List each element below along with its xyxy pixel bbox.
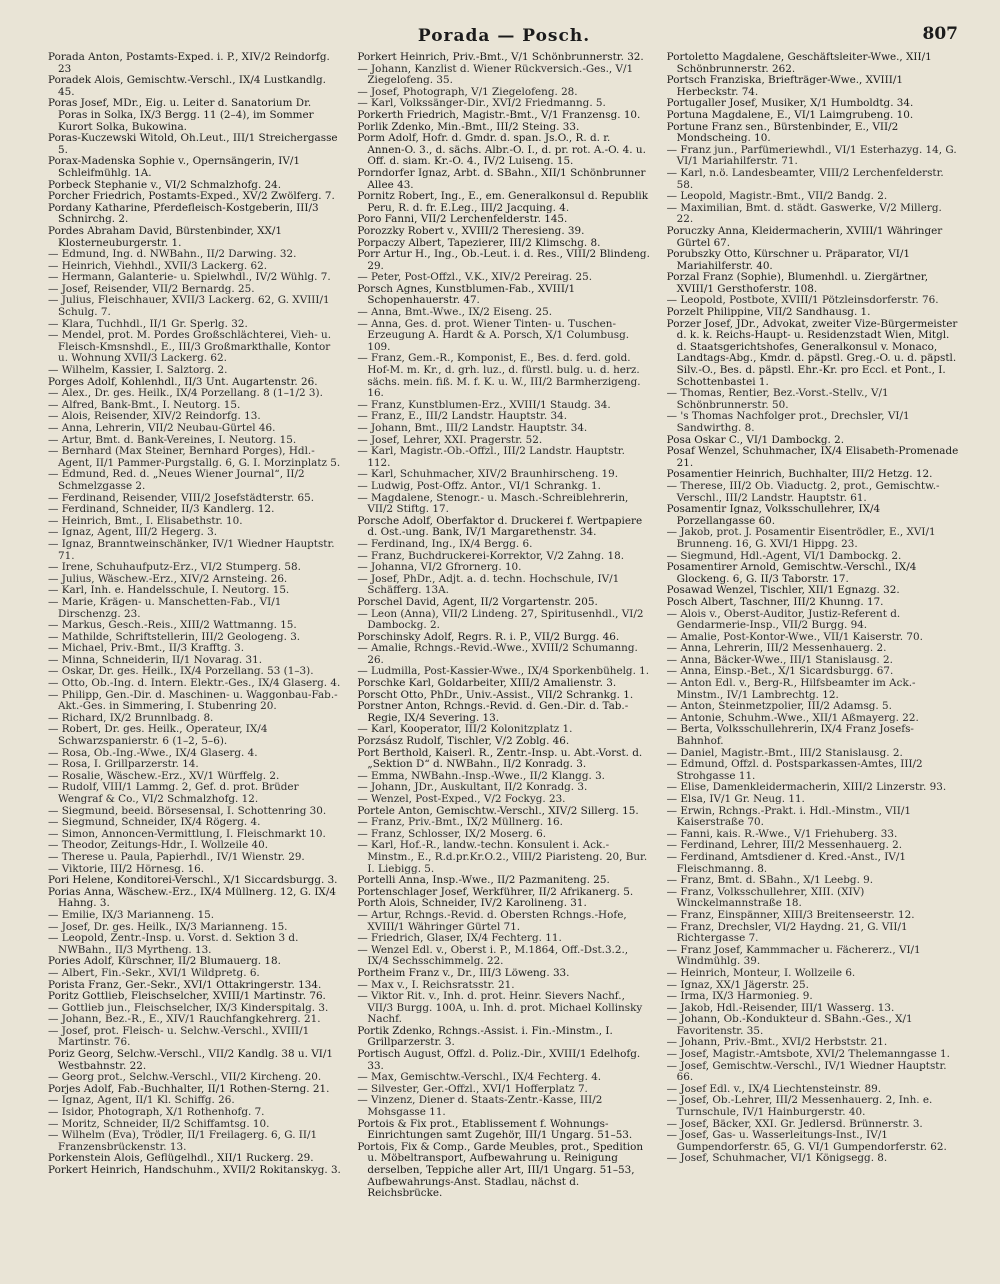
directory-entry: Portois, Fix & Comp., Garde Meubles, prot., Spedition u. Möbeltransport, Aufbewahrung u. Reinigung derselben, Teppiche aller Art, III/1 Ungarg. 51–53, Aufbewahrungs-Anst. Stadlau, nächst d. Reichsbrücke. (357, 1140, 644, 1200)
directory-entry: Porth Alois, Schneider, IV/2 Karolineng. 31. (357, 897, 587, 910)
directory-entry: — Franz Josef, Kammmacher u. Fächererz., VI/1 Windmühlg. 39. (666, 943, 921, 968)
directory-entry: — Therese u. Paula, Papierhdl., IV/1 Wienstr. 29. (48, 850, 305, 863)
directory-entry: Porada Anton, Postamts-Exped. i. P., XIV/2 Reindorfg. 23 (48, 52, 330, 75)
directory-entry: — Johann, Priv.-Bmt., XVI/2 Herbststr. 21. (666, 1036, 888, 1049)
directory-entry: Portele Anton, Gemischtw.-Verschl., XIV/2 Sillerg. 15. (357, 804, 639, 817)
directory-entry: — Julius, Fleischhauer, XVII/3 Lackerg. 62, G. XVIII/1 Schulg. 7. (48, 294, 330, 319)
directory-entry: Poriz Georg, Selchw.-Verschl., VII/2 Kandlg. 38 u. VI/1 Westbahnstr. 22. (48, 1048, 333, 1072)
directory-entry: Porr Artur H., Ing., Ob.-Leut. i. d. Res., VIII/2 Blindeng. 29. (357, 248, 650, 272)
directory-entry: — Elsa, IV/1 Gr. Neug. 11. (666, 793, 805, 805)
directory-entry: — Alois, Reisender, XIV/2 Reindorfg. 13. (48, 410, 261, 423)
directory-entry: — Alfred, Bank-Bmt., I. Neutorg. 15. (48, 398, 241, 411)
directory-entry: — Franz, Kunstblumen-Erz., XVIII/1 Staudg. 34. (357, 398, 611, 411)
directory-entry: — Josef, Bäcker, XXI. Gr. Jedlersd. Brünnerstr. 3. (666, 1117, 923, 1130)
directory-entry: Poro Fanni, VII/2 Lerchenfelderstr. 145. (357, 213, 568, 226)
directory-entry: Posch Albert, Taschner, III/2 Khunng. 17. (666, 595, 884, 608)
directory-entry: — Ferdinand, Lehrer, III/2 Messenhauerg. 2. (666, 839, 903, 852)
directory-entry: — Richard, IX/2 Brunnlbadg. 8. (48, 711, 214, 724)
directory-entry: Poruczky Anna, Kleidermacherin, XVIII/1 Währinger Gürtel 67. (666, 224, 943, 249)
directory-entry: — Anna, Ges. d. prot. Wiener Tinten- u. Tuschen-Erzeugung A. Hardt & A. Porsch, X/1 Columbusg. 109. (357, 317, 630, 353)
directory-entry: — Franz, Buchdruckerei-Korrektor, V/2 Zahng. 18. (357, 549, 625, 562)
directory-entry: — Alex., Dr. ges. Heilk., IX/4 Porzellang. 8 (1–1/2 3). (48, 387, 323, 400)
directory-entry: — Rosa, I. Grillparzerstr. 14. (48, 758, 199, 771)
directory-entry: Portoletto Magdalene, Geschäftsleiter-Wwe., XII/1 Schönbrunnerstr. 262. (666, 52, 932, 75)
directory-entry: Poradek Alois, Gemischtw.-Verschl., IX/4 Lustkandlg. 45. (48, 74, 326, 98)
directory-entry: — Daniel, Magistr.-Bmt., III/2 Stanislausg. 2. (666, 746, 903, 759)
directory-entry: Poras-Kuczewski Witold, Oh.Leut., III/1 Streichergasse 5. (48, 132, 338, 156)
directory-entry: — Ignaz, XX/1 Jägerstr. 25. (666, 978, 809, 991)
directory-entry: — Oskar, Dr. ges. Heilk., IX/4 Porzellang. 53 (1–3). (48, 665, 314, 678)
directory-entry: Porstner Anton, Rchngs.-Revid. d. Gen.-Dir. d. Tab.-Regie, IX/4 Severing. 13. (357, 700, 629, 724)
directory-entry: — Josef, Gemischtw.-Verschl., IV/1 Wiedner Hauptstr. 66. (666, 1059, 947, 1084)
directory-entry: — Emma, NWBahn.-Insp.-Wwe., II/2 Klangg. 3. (357, 769, 605, 782)
directory-entry: — Wenzel Edl. v., Oberst i. P., M.1864, Off.-Dst.3.2., IX/4 Sechsschimmelg. 22. (357, 943, 629, 968)
directory-entry: — Michael, Priv.-Bmt., II/3 Krafftg. 3. (48, 642, 245, 655)
directory-entry: — Irene, Schuhaufputz-Erz., VI/2 Stumperg. 58. (48, 561, 301, 574)
directory-entry: — Karl, Inh. e. Handelsschule, I. Neutorg. 15. (48, 584, 290, 597)
directory-entry: Porzer Josef, JDr., Advokat, zweiter Vize-Bürgermeister d. k. k. Reichs-Haupt- u. Residenzstadt Wien, Mitgl. d. Staatsgerichtshofes, Generalkonsul v. Monaco, Landtags-Abg., Kmdr. d. päpstl. Greg.-O. u. d. päpstl. Silv.-O., Bes. d. päpstl. Ehr.-Kr. pro Eccl. et Pont., I. Schottenbastei 1. (666, 317, 958, 388)
directory-entry: — Josef, PhDr., Adjt. a. d. techn. Hochschule, IV/1 Schäfferg. 13A. (357, 572, 620, 597)
directory-entry: Porsch Agnes, Kunstblumen-Fab., XVIII/1 Schopenhauerstr. 47. (357, 282, 576, 307)
directory-entry: Poras Josef, MDr., Eig. u. Leiter d. Sanatorium Dr. Poras in Solka, IX/3 Bergg. 11 (2–4), im Sommer Kurort Solka, Bukowina. (48, 97, 314, 133)
directory-entry: Porges Adolf, Kohlenhdl., II/3 Unt. Augartenstr. 26. (48, 375, 318, 388)
directory-entry: — Ignaz, Agent, II/1 Kl. Schiffg. 26. (48, 1094, 235, 1107)
directory-entry: — Josef, Schuhmacher, VI/1 Königsegg. 8. (666, 1152, 888, 1165)
directory-entry: — Artur, Rchngs.-Revid. d. Obersten Rchngs.-Hofe, XVIII/1 Währinger Gürtel 71. (357, 908, 627, 933)
directory-entry: — Anton Edl. v., Berg-R., Hilfsbeamter im Ack.-Minstm., IV/1 Lambrechtg. 12. (666, 677, 916, 701)
directory-entry: Portheim Franz v., Dr., III/3 Löweng. 33. (357, 966, 570, 979)
directory-entry: — Albert, Fin.-Sekr., XVI/1 Wildpretg. 6. (48, 966, 260, 979)
directory-entry: — Minna, Schneiderin, II/1 Novarag. 31. (48, 653, 263, 666)
directory-entry: — Ludmilla, Post-Kassier-Wwe., IX/4 Sporkenbühelg. 1. (357, 665, 650, 678)
directory-entry: — Mendel, prot. M. Pordes Großschlächterei, Vieh- u. Fleisch-Kmsnshdl., E., III/3 Großmarkthalle, Kontor u. Wohnung XVII/3 Lackerg. 62. (48, 329, 332, 365)
directory-entry: — Ignaz, Agent, III/2 Hegerg. 3. (48, 526, 218, 539)
directory-entry: — Franz, Gem.-R., Komponist, E., Bes. d. ferd. gold. Hof-M. m. Kr., d. grh. luz., d. fürstl. bulg. u. d. herz. sächs. mein. fiß. M. f. K. u. W., III/2 Barmherzigeng. 16. (357, 352, 641, 400)
directory-entry: — Franz jun., Parfümeriewhdl., VI/1 Esterhazyg. 14, G. VI/1 Mariahilferstr. 71. (666, 143, 957, 168)
directory-entry: — Heinrich, Bmt., I. Elisabethstr. 10. (48, 514, 243, 527)
directory-entry: — Leon (Anna), VII/2 Lindeng. 27, Spiritusenhdl., VI/2 Dambockg. 2. (357, 607, 644, 632)
directory-entry: Porkert Heinrich, Priv.-Bmt., V/1 Schönbrunnerstr. 32. (357, 52, 644, 63)
directory-entry: — Edmund, Offzl. d. Postsparkassen-Amtes, III/2 Strohgasse 11. (666, 758, 923, 782)
directory-entry: Portik Zdenko, Rchngs.-Assist. i. Fin.-Minstm., I. Grillparzerstr. 3. (357, 1024, 613, 1049)
directory-entry: Porkerth Friedrich, Magistr.-Bmt., V/1 Franzensg. 10. (357, 108, 641, 121)
directory-entry: — Josef, Photograph, V/1 Ziegelofeng. 28. (357, 85, 578, 98)
directory-entry: — Wilhelm, Kassier, I. Salztorg. 2. (48, 364, 228, 377)
directory-entry: Pordany Katharine, Pferdefleisch-Kostgeberin, III/3 Schnirchg. 2. (48, 201, 319, 226)
directory-entry: Portsch Franziska, Briefträger-Wwe., XVIII/1 Herbeckstr. 74. (666, 74, 903, 98)
column-2 (357, 52, 650, 1252)
directory-entry: — Erwin, Rchngs.-Prakt. i. Hdl.-Minstm., VII/1 Kaiserstraße 70. (666, 804, 911, 829)
directory-entry: Porkenstein Alois, Geflügelhdl., XII/1 Ruckerg. 29. (48, 1152, 314, 1165)
directory-entry: Pordes Abraham David, Bürstenbinder, XX/1 Klosterneuburgerstr. 1. (48, 224, 283, 249)
directory-entry: — Fanni, kais. R.-Wwe., V/1 Friehuberg. 33. (666, 827, 898, 840)
directory-entry: — Anna, Bäcker-Wwe., III/1 Stanislausg. 2. (666, 653, 893, 666)
directory-entry: — Johann, Kanzlist d. Wiener Rückversich.-Ges., V/1 Ziegelofeng. 35. (357, 62, 634, 87)
directory-entry: — Silvester, Ger.-Offzl., XVI/1 Hofferplatz 7. (357, 1082, 588, 1095)
directory-entry: — Elise, Damenkleidermacherin, XIII/2 Linzerstr. 93. (666, 781, 947, 794)
directory-entry: — Rudolf, VIII/1 Lammg. 2, Gef. d. prot. Brüder Wengraf & Co., VI/2 Schmalzhofg. 12. (48, 781, 299, 805)
directory-entry: Porcher Friedrich, Postamts-Exped., XV/2 Zwölferg. 7. (48, 190, 335, 203)
directory-entry: — Josef, Reisender, VII/2 Bernardg. 25. (48, 282, 255, 295)
directory-entry: Porschinsky Adolf, Regrs. R. i. P., VII/2 Burgg. 46. (357, 630, 620, 643)
directory-entry: — Max, Gemischtw.-Verschl., IX/4 Fechterg. 4. (357, 1071, 602, 1084)
directory-entry: — Anton, Steinmetzpolier, III/2 Adamsg. 5. (666, 700, 892, 713)
directory-entry: Posamentir Ignaz, Volksschullehrer, IX/4 Porzellangasse 60. (666, 503, 881, 527)
page-number: 807 (922, 24, 958, 44)
directory-entry: — Otto, Ob.-Ing. d. Intern. Elektr.-Ges., IX/4 Glaserg. 4. (48, 677, 341, 690)
directory-entry: — Wilhelm (Eva), Trödler, II/1 Freilagerg. 6, G. II/1 Franzensbrückenstr. 13. (48, 1129, 318, 1153)
directory-entry: — Therese, III/2 Ob. Viaductg. 2, prot., Gemischtw.-Verschl., III/2 Landstr. Hauptstr. 61. (666, 479, 940, 504)
directory-entry: — Johanna, VI/2 Gfrornerg. 10. (357, 561, 522, 574)
directory-entry: — Amalie, Post-Kontor-Wwe., VII/1 Kaiserstr. 70. (666, 630, 923, 643)
directory-entry: — Karl, Magistr.-Ob.-Offzl., III/2 Landstr. Hauptstr. 112. (357, 445, 625, 469)
directory-entry: — Leopold, Postbote, XVIII/1 Pötzleinsdorferstr. 76. (666, 294, 939, 307)
directory-entry: — Klara, Tuchhdl., II/1 Gr. Sperlg. 32. (48, 317, 248, 330)
directory-entry: — Franz, Priv.-Bmt., IX/2 Müllnerg. 16. (357, 816, 563, 829)
directory-entry: Porzsász Rudolf, Tischler, V/2 Zoblg. 46. (357, 735, 570, 748)
directory-entry: — Thomas, Rentier, Bez.-Vorst.-Stellv., V/1 Schönbrunnerstr. 50. (666, 387, 889, 411)
directory-entry: — Johann, Bmt., III/2 Landstr. Hauptstr. 34. (357, 422, 588, 434)
directory-entry: — Ludwig, Post-Offz. Antor., VI/1 Schrankg. 1. (357, 479, 601, 492)
directory-entry: — Vinzenz, Diener d. Staats-Zentr.-Kasse, III/2 Mohsgasse 11. (357, 1094, 603, 1119)
directory-entry: — Emilie, IX/3 Marianneng. 15. (48, 908, 215, 921)
directory-entry: — Siegmund, Schneider, IX/4 Rögerg. 4. (48, 816, 261, 829)
directory-entry: — Siegmund, Hdl.-Agent, VI/1 Dambockg. 2. (666, 549, 902, 562)
directory-entry: Porubszky Otto, Kürschner u. Präparator, VI/1 Mariahilferstr. 40. (666, 248, 910, 272)
directory-entry: — Anna, Lehrerin, III/2 Messenhauerg. 2. (666, 642, 887, 655)
directory-entry: — Franz, Schlosser, IX/2 Moserg. 6. (357, 827, 547, 840)
directory-entry: Porkert Heinrich, Handschuhm., XVII/2 Rokitanskyg. 3. (48, 1164, 341, 1176)
directory-entry: — Karl, Hof.-R., landw.-techn. Konsulent i. Ack.-Minstm., E., R.d.pr.Kr.O.2., VIII/2 Piaristeng. 20, Bur. I. Liebigg. 5. (357, 839, 648, 875)
directory-entry: — Georg prot., Selchw.-Verschl., VII/2 Kircheng. 20. (48, 1071, 322, 1084)
directory-entry: — Ferdinand, Amtsdiener d. Kred.-Anst., IV/1 Fleischmanng. 8. (666, 850, 906, 875)
directory-entry: — Bernhard (Max Steiner, Bernhard Porges), Hdl.-Agent, II/1 Pammer-Purgstallg. 6, G. I. Morzinplatz 5. (48, 445, 341, 469)
directory-entry: — Ferdinand, Schneider, II/3 Kandlerg. 12. (48, 503, 275, 516)
directory-entry: — Josef, Ob.-Lehrer, III/2 Messenhauerg. 2, Inh. e. Turnschule, IV/1 Hainburgerstr. 40. (666, 1094, 933, 1119)
directory-entry: — Max v., I. Reichsratsstr. 21. (357, 978, 515, 991)
directory-entry: — Josef, prot. Fleisch- u. Selchw.-Verschl., XVIII/1 Martinstr. 76. (48, 1024, 310, 1049)
directory-entry: — Jakob, prot. J. Posamentir Eisentrödler, E., XVI/1 Brunneng. 16, G. XVI/1 Hippg. 23. (666, 526, 936, 550)
directory-entry: — Simon, Annoncen-Vermittlung, I. Fleischmarkt 10. (48, 827, 326, 840)
directory-entry: — Amalie, Rchngs.-Revid.-Wwe., XVIII/2 Schumanng. 26. (357, 642, 638, 666)
directory-entry: Posamentirer Arnold, Gemischtw.-Verschl., IX/4 Glockeng. 6, G. II/3 Taborstr. 17. (666, 561, 917, 585)
directory-entry: — Theodor, Zeitungs-Hdr., I. Wollzeile 40. (48, 839, 269, 852)
directory-entry: — Viktor Rit. v., Inh. d. prot. Heinr. Sievers Nachf., VII/3 Burgg. 100A, u. Inh. d. prot. Michael Kollinsky Nachf. (357, 990, 643, 1026)
directory-entry: — Ferdinand, Ing., IX/4 Bergg. 6. (357, 537, 533, 550)
directory-entry: Porschel David, Agent, II/2 Vorgartenstr. 205. (357, 595, 598, 608)
directory-entry: — Edmund, Ing. d. NWBahn., II/2 Darwing. 32. (48, 248, 297, 261)
directory-entry: Porscht Otto, PhDr., Univ.-Assist., VII/2 Schrankg. 1. (357, 688, 634, 701)
directory-entry: — Heinrich, Monteur, I. Wollzeile 6. (666, 966, 856, 979)
directory-entry: Portelli Anna, Insp.-Wwe., II/2 Pazmaniteng. 25. (357, 874, 610, 887)
directory-entry: — Antonie, Schuhm.-Wwe., XII/1 Aßmayerg. 22. (666, 711, 919, 724)
directory-entry: — Siegmund, beeid. Börsesensal, I. Schottenring 30. (48, 804, 327, 817)
column-3 (667, 52, 960, 1252)
directory-entry: — Josef Edl. v., IX/4 Liechtensteinstr. 89. (666, 1082, 882, 1095)
directory-entry: Portuna Magdalene, E., VI/1 Laimgrubeng. 10. (666, 108, 914, 121)
directory-entry: Porbeck Stephanie v., VI/2 Schmalzhofg. 24. (48, 178, 282, 191)
directory-entry: — Jakob, Hdl.-Reisender, III/1 Wasserg. 13. (666, 1001, 895, 1014)
directory-entry: — Markus, Gesch.-Reis., XIII/2 Wattmanng. 15. (48, 619, 297, 632)
directory-entry: — Magdalene, Stenogr.- u. Masch.-Schreiblehrerin, VII/2 Stiftg. 17. (357, 491, 629, 516)
directory-entry: — Irma, IX/3 Harmonieg. 9. (666, 990, 813, 1003)
directory-entry: — Philipp, Gen.-Dir. d. Maschinen- u. Waggonbau-Fab.-Akt.-Ges. in Simmering, I. Stubenring 20. (48, 688, 338, 713)
directory-entry: — Mathilde, Schriftstellerin, III/2 Geologeng. 3. (48, 630, 301, 643)
directory-entry: — Wenzel, Post-Exped., V/2 Fockyg. 23. (357, 793, 566, 805)
directory-entry: — Johann, JDr., Auskultant, II/2 Konradg. 3. (357, 781, 588, 794)
directory-entry: — Leopold, Zentr.-Insp. u. Vorst. d. Sektion 3 d. NWBahn., II/3 Myrtheng. 13. (48, 932, 299, 956)
running-title: Porada — Posch. (417, 26, 591, 46)
directory-entry: — Maximilian, Bmt. d. städt. Gaswerke, V/2 Millerg. 22. (666, 201, 942, 226)
directory-entry: Porndorfer Ignaz, Arbt. d. SBahn., XII/1 Schönbrunner Allee 43. (357, 166, 646, 191)
directory-entry: Porsche Adolf, Oberfaktor d. Druckerei f. Wertpapiere d. Ost.-ung. Bank, IV/1 Margarethenstr. 34. (357, 514, 643, 539)
directory-entry: Pornitz Robert, Ing., E., em. Generalkonsul d. Republik Peru, R. d. fr. E.Leg., III/2 Jacquing. 4. (357, 190, 649, 214)
directory-entry: Porschke Karl, Goldarbeiter, XIII/2 Amalienstr. 3. (357, 677, 617, 690)
directory-entry: — Franz, Volksschullehrer, XIII. (XIV) Winckelmannstraße 18. (666, 885, 865, 910)
directory-entry: Port Berthold, Kaiserl. R., Zentr.-Insp. u. Abt.-Vorst. d. „Sektion D“ d. NWBahn., II/2 Konradg. 3. (357, 746, 643, 771)
directory-entry: — Alois v., Oberst-Auditor, Justiz-Referent d. Gendarmerie-Insp., VII/2 Burgg. 94. (666, 607, 901, 632)
directory-entry: — Gottlieb jun., Fleischselcher, IX/3 Kinderspitalg. 3. (48, 1001, 329, 1014)
directory-entry: — Franz, Drechsler, VI/2 Haydng. 21, G. VII/1 Richtergasse 7. (666, 920, 908, 945)
directory-entry: — Karl, n.ö. Landesbeamter, VIII/2 Lerchenfelderstr. 58. (666, 166, 944, 191)
directory-entry: Porax-Madenska Sophie v., Opernsängerin, IV/1 Schleifmühlg. 1A. (48, 155, 300, 179)
directory-entry: — Karl, Volkssänger-Dir., XVI/2 Friedmanng. 5. (357, 97, 606, 110)
directory-entry: — Edmund, Red. d. „Neues Wiener Journal“, II/2 Schmelzgasse 2. (48, 468, 305, 492)
directory-entry: — Isidor, Photograph, X/1 Rothenhofg. 7. (48, 1106, 265, 1119)
directory-entry: Porm Adolf, Hofr. d. Gmdr. d. span. Js.O., R. d. r. Annen-O. 3., d. sächs. Albr.-O. I., d. pr. rot. A.-O. 4. u. Off. d. siam. Kr.-O. 4., IV/2 Luiseng. 15. (357, 132, 646, 168)
directory-entry: Porzal Franz (Sophie), Blumenhdl. u. Ziergärtner, XVIII/1 Gersthoferstr. 108. (666, 271, 929, 295)
directory-entry: Poritz Gottlieb, Fleischselcher, XVIII/1 Martinstr. 76. (48, 990, 326, 1003)
directory-entry: — Karl, Schuhmacher, XIV/2 Braunhirscheng. 19. (357, 468, 619, 481)
directory-entry: — Anna, Lehrerin, VII/2 Neubau-Gürtel 46. (48, 422, 276, 434)
page-header (48, 22, 960, 52)
directory-entry: Portugaller Josef, Musiker, X/1 Humboldtg. 34. (666, 97, 914, 110)
directory-entry: — Julius, Wäschew.-Erz., XIV/2 Arnsteing. 26. (48, 572, 288, 585)
directory-entry: — Josef, Lehrer, XXI. Pragerstr. 52. (357, 433, 543, 446)
directory-entry: — Heinrich, Viehhdl., XVII/3 Lackerg. 62. (48, 259, 268, 272)
directory-entry: — Ferdinand, Reisender, VIII/2 Josefstädterstr. 65. (48, 491, 315, 504)
directory-entry: Pories Adolf, Kürschner, II/2 Blumauerg. 18. (48, 955, 281, 968)
directory-entry: Porlik Zdenko, Min.-Bmt., III/2 Steing. 33. (357, 120, 580, 133)
directory-entry: — Leopold, Magistr.-Bmt., VII/2 Bandg. 2. (666, 190, 888, 203)
directory-entry: Posawad Wenzel, Tischler, XII/1 Egnazg. 32. (666, 584, 900, 597)
directory-entry: — Robert, Dr. ges. Heilk., Operateur, IX/4 Schwarzspanierstr. 6 (1–2, 5–6). (48, 723, 268, 748)
directory-entry: Portune Franz sen., Bürstenbinder, E., VII/2 Mondscheing. 10. (666, 120, 899, 145)
column-1 (48, 52, 341, 1252)
directory-entry: — Karl, Kooperator, III/2 Kolonitzplatz 1. (357, 723, 573, 736)
directory-entry: — Berta, Volksschullehrerin, IX/4 Franz Josefs-Bahnhof. (666, 723, 914, 748)
directory-entry: Posa Oskar C., VI/1 Dambockg. 2. (666, 433, 845, 446)
directory-entry: — Rosalie, Wäschew.-Erz., XV/1 Würffelg. 2. (48, 769, 280, 782)
directory-entry: Porias Anna, Wäschew.-Erz., IX/4 Müllnerg. 12, G. IX/4 Hahng. 3. (48, 885, 336, 910)
directory-entry: Portois & Fix prot., Etablissement f. Wohnungs-Einrichtungen samt Zugehör, III/1 Ungarg. 51–53. (357, 1117, 633, 1142)
directory-entry: Porista Franz, Ger.-Sekr., XVI/1 Ottakringerstr. 134. (48, 978, 322, 991)
directory-entry: — Josef, Dr. ges. Heilk., IX/3 Marianneng. 15. (48, 920, 288, 933)
directory-entry: — 's Thomas Nachfolger prot., Drechsler, VI/1 Sandwirthg. 8. (666, 410, 910, 434)
directory-entry: Porzelt Philippine, VII/2 Sandhausg. 1. (666, 306, 871, 319)
directory-entry: — Franz, Einspänner, XIII/3 Breitenseerstr. 12. (666, 908, 915, 921)
directory-entry: Porozzky Robert v., XVIII/2 Theresieng. 39. (357, 224, 585, 237)
directory-entry: — Peter, Post-Offzl., V.K., XIV/2 Pereirag. 25. (357, 271, 593, 284)
directory-entry: — Josef, Magistr.-Amtsbote, XVI/2 Thelemanngasse 1. (666, 1048, 950, 1061)
directory-entry: — Josef, Gas- u. Wasserleitungs-Inst., IV/1 Gumpendorferstr. 65, G. VI/1 Gumpendorferstr. 62. (666, 1129, 947, 1153)
directory-entry: Porpaczy Albert, Tapezierer, III/2 Klimschg. 8. (357, 236, 601, 249)
directory-entry: — Franz, Bmt. d. SBahn., X/1 Leebg. 9. (666, 874, 874, 887)
directory-entry: — Anna, Einsp.-Bet., X/1 Sicardsburgg. 67. (666, 665, 894, 678)
directory-entry: — Moritz, Schneider, II/2 Schiffamtsg. 10. (48, 1117, 270, 1130)
columns (48, 52, 960, 1252)
directory-entry: — Hermann, Galanterie- u. Spielwhdl., IV/2 Wühlg. 7. (48, 271, 331, 284)
directory-entry: — Ignaz, Branntweinschänker, IV/1 Wiedner Hauptstr. 71. (48, 537, 335, 562)
directory-entry: — Franz, E., III/2 Landstr. Hauptstr. 34. (357, 410, 568, 423)
directory-entry: — Artur, Bmt. d. Bank-Vereines, I. Neutorg. 15. (48, 433, 297, 446)
directory-entry: Porjes Adolf, Fab.-Buchhalter, II/1 Rothen-Sterng. 21. (48, 1082, 330, 1095)
directory-entry: — Anna, Bmt.-Wwe., IX/2 Eiseng. 25. (357, 306, 553, 319)
directory-entry: — Viktorie, III/2 Hörnesg. 16. (48, 862, 205, 875)
directory-entry: — Marie, Krägen- u. Manschetten-Fab., VI/1 Dirschenzg. 23. (48, 595, 282, 620)
directory-entry: — Rosa, Ob.-Ing.-Wwe., IX/4 Glaserg. 4. (48, 746, 258, 759)
directory-entry: — Johann, Ob.-Kondukteur d. SBahn.-Ges., X/1 Favoritenstr. 35. (666, 1013, 913, 1037)
directory-entry: Posamentier Heinrich, Buchhalter, III/2 Hetzg. 12. (666, 468, 933, 481)
directory-entry: — Friedrich, Glaser, IX/4 Fechterg. 11. (357, 932, 562, 945)
directory-entry: Pori Helene, Konditorei-Verschl., X/1 Siccardsburgg. 3. (48, 874, 338, 887)
directory-entry: Portenschlager Josef, Werkführer, II/2 Afrikanerg. 5. (357, 885, 634, 898)
directory-entry: Posaf Wenzel, Schuhmacher, IX/4 Elisabeth-Promenade 21. (666, 445, 959, 469)
directory-entry: Portisch August, Offzl. d. Poliz.-Dir., XVIII/1 Edelhofg. 33. (357, 1048, 641, 1072)
directory-entry: — Johann, Bez.-R., E., XIV/1 Rauchfangkehrerg. 21. (48, 1013, 321, 1026)
